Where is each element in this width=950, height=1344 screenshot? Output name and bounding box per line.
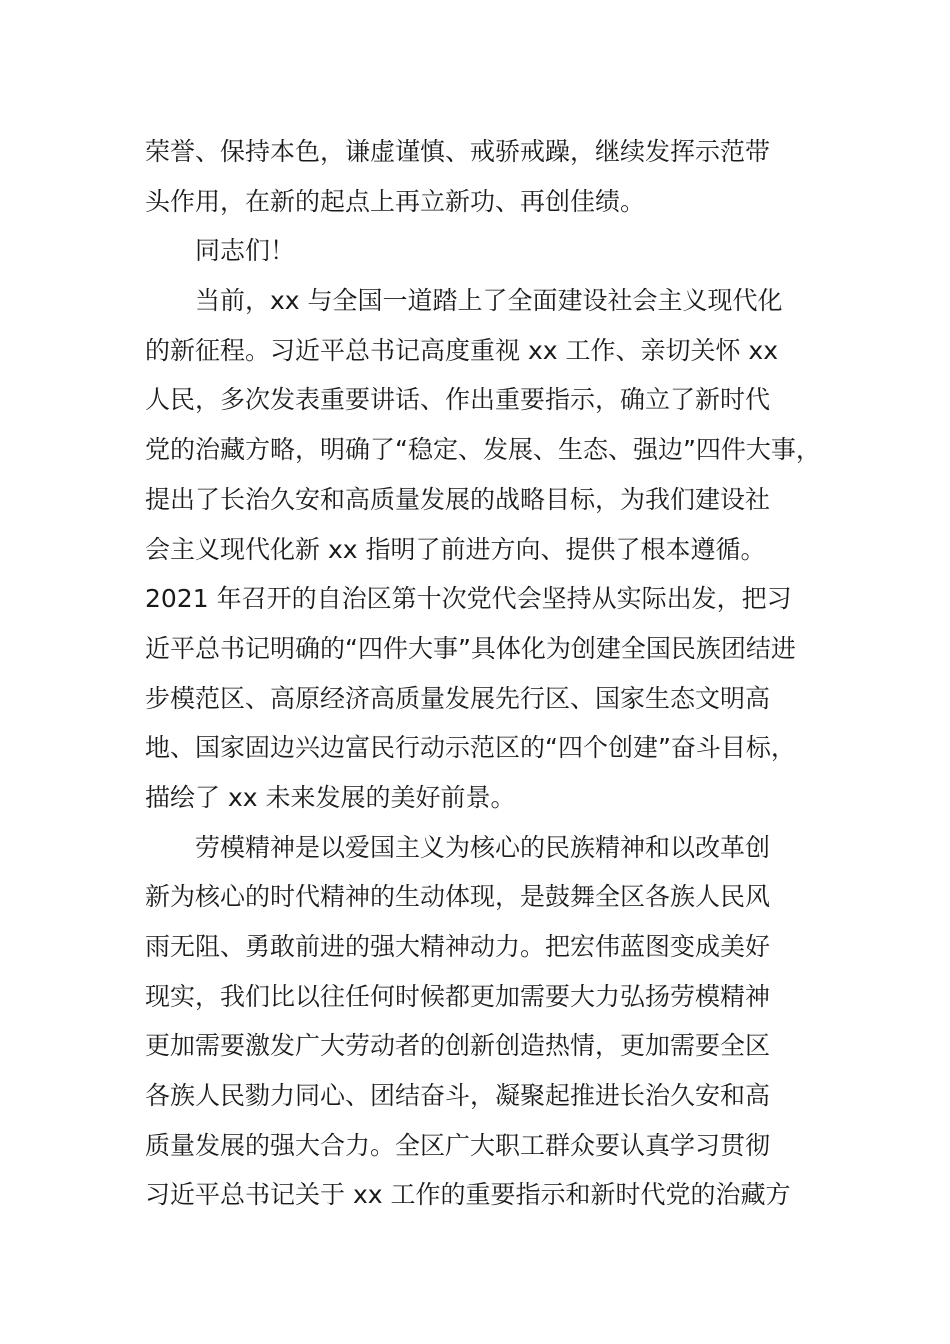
text-line: 描绘了 xx 未来发展的美好前景。	[145, 782, 516, 812]
text-line: 习近平总书记关于 xx 工作的重要指示和新时代党的治藏方	[145, 1180, 791, 1210]
text-line: 头作用，在新的起点上再立新功、再创佳绩。	[145, 186, 646, 216]
body-text	[145, 127, 845, 1220]
text-line: 荣誉、保持本色，谦虚谨慎、戒骄戒躁，继续发挥示范带	[145, 137, 771, 166]
text-line: 当前，xx 与全国一道踏上了全面建设社会主义现代化	[195, 286, 783, 316]
text-line: 劳模精神是以爱国主义为核心的民族精神和以改革创	[195, 832, 771, 862]
text-line: 近平总书记明确的“四件大事”具体化为创建全国民族团结进	[145, 633, 796, 663]
text-line: 人民，多次发表重要讲话、作出重要指示，确立了新时代	[145, 385, 771, 415]
text-line: 2021 年召开的自治区第十次党代会坚持从实际出发，把习	[145, 584, 792, 614]
text-line: 现实，我们比以往任何时候都更加需要大力弘扬劳模精神	[145, 981, 771, 1011]
text-line: 同志们！	[195, 236, 296, 266]
text-line: 雨无阻、勇敢前进的强大精神动力。把宏伟蓝图变成美好	[145, 932, 771, 961]
text-line: 更加需要激发广大劳动者的创新创造热情，更加需要全区	[145, 1031, 771, 1061]
text-line: 会主义现代化新 xx 指明了前进方向、提供了根本遵循。	[145, 534, 766, 564]
text-line: 党的治藏方略，明确了“稳定、发展、生态、强边”四件大事，	[145, 435, 821, 465]
text-line: 提出了长治久安和高质量发展的战略目标，为我们建设社	[145, 484, 771, 514]
text-line: 各族人民勠力同心、团结奋斗，凝聚起推进长治久安和高	[145, 1081, 771, 1111]
text-line: 的新征程。习近平总书记高度重视 xx 工作、亲切关怀 xx	[145, 335, 779, 365]
text-line: 地、国家固边兴边富民行动示范区的“四个创建”奋斗目标，	[145, 733, 796, 763]
text-line: 质量发展的强大合力。全区广大职工群众要认真学习贯彻	[145, 1130, 771, 1160]
text-line: 新为核心的时代精神的生动体现，是鼓舞全区各族人民风	[145, 882, 771, 912]
text-line: 步模范区、高原经济高质量发展先行区、国家生态文明高	[145, 683, 771, 713]
